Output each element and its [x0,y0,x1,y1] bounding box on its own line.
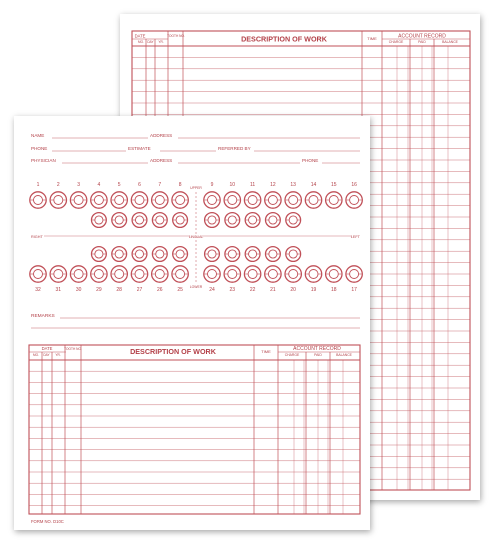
tooth-upper-11[interactable] [244,192,260,208]
tooth-number-top: 6 [138,182,141,188]
tooth-lower-inner-10[interactable] [225,247,240,262]
address2-label: ADDRESS [150,158,173,163]
tooth-upper-3[interactable] [70,192,86,208]
tooth-inner-ring [54,269,63,278]
tooth-lower-14[interactable] [305,266,321,282]
tooth-number-bottom: 19 [310,287,317,293]
tooth-lower-1[interactable] [30,266,46,282]
tooth-inner-ring [350,195,359,204]
tooth-inner-ring [269,216,277,224]
tooth-inner-ring [268,269,277,278]
tooth-upper-9[interactable] [204,192,220,208]
tooth-inner-ring [207,269,216,278]
tooth-inner-ring [135,269,144,278]
tooth-inner-ring [95,250,103,258]
tooth-lower-13[interactable] [285,266,301,282]
phone2-label: PHONE [302,158,319,163]
tooth-lower-inner-11[interactable] [245,247,260,262]
tooth-upper-7[interactable] [152,192,168,208]
tooth-lower-16[interactable] [346,266,362,282]
tooth-inner-ring [54,195,63,204]
tooth-lower-9[interactable] [204,266,220,282]
tooth-inner-ring [156,216,164,224]
tooth-inner-ring [135,195,144,204]
tooth-inner-ring [135,250,143,258]
front-tooth-header: TOOTH NO. [64,347,82,351]
tooth-number-top: 9 [210,182,214,188]
tooth-upper-2[interactable] [50,192,66,208]
front-yr-header: YR. [55,353,61,357]
tooth-inner-ring [309,269,318,278]
front-day-header: DAY [43,353,50,357]
address-label: ADDRESS [150,133,173,138]
tooth-number-top: 11 [249,182,256,188]
tooth-inner-ring [350,269,359,278]
referred-by-label: REFERRED BY [218,146,251,151]
tooth-inner-ring [33,195,42,204]
back-time-header: TIME [367,36,377,41]
tooth-number-top: 13 [290,182,296,188]
back-mo-header: MO. [137,40,145,44]
front-balance-header: BALANCE [336,353,352,357]
tooth-upper-16[interactable] [346,192,362,208]
tooth-upper-inner-9[interactable] [205,213,220,228]
front-date-header: DATE [41,346,53,351]
tooth-inner-ring [95,216,103,224]
tooth-inner-ring [268,195,277,204]
tooth-inner-ring [249,216,257,224]
front-charge-header: CHARGE [284,353,300,357]
tooth-lower-3[interactable] [70,266,86,282]
tooth-inner-ring [94,269,103,278]
tooth-inner-ring [115,250,123,258]
tooth-inner-ring [208,216,216,224]
tooth-upper-12[interactable] [265,192,281,208]
tooth-upper-inner-12[interactable] [266,213,281,228]
tooth-lower-inner-7[interactable] [152,247,167,262]
front-time-header: TIME [261,349,271,354]
tooth-number-bottom: 29 [96,287,102,293]
tooth-inner-ring [207,195,216,204]
tooth-inner-ring [176,250,184,258]
tooth-lower-4[interactable] [91,266,107,282]
tooth-inner-ring [248,195,257,204]
tooth-inner-ring [33,269,42,278]
tooth-inner-ring [289,269,298,278]
tooth-inner-ring [94,195,103,204]
tooth-lower-11[interactable] [244,266,260,282]
tooth-lower-inner-5[interactable] [112,247,127,262]
tooth-number-bottom: 22 [249,287,256,293]
tooth-upper-8[interactable] [172,192,188,208]
tooth-inner-ring [115,195,124,204]
tooth-inner-ring [329,195,338,204]
tooth-lower-15[interactable] [326,266,342,282]
tooth-lower-inner-8[interactable] [173,247,188,262]
tooth-upper-inner-10[interactable] [225,213,240,228]
tooth-number-bottom: 30 [75,287,82,293]
tooth-number-top: 12 [270,182,276,188]
right-label: RIGHT [31,235,43,239]
tooth-upper-inner-5[interactable] [112,213,127,228]
remarks-label: REMARKS [31,314,55,319]
tooth-inner-ring [155,195,164,204]
tooth-lower-5[interactable] [111,266,127,282]
front-sheet [14,116,370,530]
tooth-number-top: 15 [331,182,337,188]
tooth-number-bottom: 31 [55,287,62,293]
name-label: NAME [31,133,45,138]
tooth-upper-inner-13[interactable] [286,213,301,228]
tooth-lower-inner-13[interactable] [286,247,301,262]
lingual-label: LINGUAL [188,235,204,239]
tooth-number-top: 1 [36,182,40,188]
tooth-inner-ring [228,269,237,278]
tooth-number-bottom: 20 [290,287,296,293]
tooth-number-bottom: 32 [35,287,41,293]
tooth-inner-ring [155,269,164,278]
tooth-number-bottom: 23 [229,287,236,293]
tooth-number-top: 2 [56,182,60,188]
tooth-inner-ring [289,250,297,258]
tooth-number-bottom: 28 [116,287,122,293]
tooth-inner-ring [248,269,257,278]
tooth-lower-inner-9[interactable] [205,247,220,262]
tooth-upper-inner-4[interactable] [92,213,107,228]
tooth-inner-ring [289,216,297,224]
tooth-number-top: 8 [178,182,182,188]
tooth-upper-inner-6[interactable] [132,213,147,228]
back-paid-header: PAID [418,40,426,44]
left-label: LEFT [350,235,360,239]
tooth-number-bottom: 27 [136,287,143,293]
tooth-upper-inner-7[interactable] [152,213,167,228]
tooth-inner-ring [228,216,236,224]
phone-label: PHONE [31,146,48,151]
front-description-header: DESCRIPTION OF WORK [130,347,216,356]
tooth-upper-4[interactable] [91,192,107,208]
tooth-upper-inner-8[interactable] [173,213,188,228]
tooth-inner-ring [289,195,298,204]
tooth-inner-ring [208,250,216,258]
tooth-number-bottom: 26 [157,287,163,293]
tooth-upper-10[interactable] [224,192,240,208]
tooth-inner-ring [228,250,236,258]
tooth-upper-14[interactable] [305,192,321,208]
tooth-upper-6[interactable] [131,192,147,208]
tooth-number-bottom: 17 [351,287,357,293]
tooth-lower-12[interactable] [265,266,281,282]
tooth-inner-ring [228,195,237,204]
tooth-inner-ring [329,269,338,278]
tooth-upper-5[interactable] [111,192,127,208]
tooth-inner-ring [269,250,277,258]
tooth-upper-15[interactable] [326,192,342,208]
front-chart-form [14,116,370,530]
tooth-number-bottom: 25 [177,287,183,293]
back-account-header: ACCOUNT RECORD [398,33,446,40]
tooth-lower-7[interactable] [152,266,168,282]
front-mo-header: MO. [32,353,40,357]
tooth-inner-ring [176,195,185,204]
lower-label: LOWER [189,285,203,289]
physician-label: PHYSICIAN [31,158,56,163]
tooth-number-bottom: 21 [270,287,276,293]
tooth-lower-inner-12[interactable] [266,247,281,262]
tooth-inner-ring [74,195,83,204]
back-date-header: DATE [134,33,146,39]
back-yr-header: YR. [158,40,164,44]
tooth-number-top: 7 [158,182,162,188]
tooth-lower-inner-6[interactable] [132,247,147,262]
tooth-number-top: 3 [77,182,80,188]
back-balance-header: BALANCE [442,40,458,44]
tooth-number-top: 5 [117,182,121,188]
tooth-number-top: 10 [229,182,236,188]
tooth-inner-ring [135,216,143,224]
tooth-inner-ring [74,269,83,278]
front-paid-header: PAID [314,353,322,357]
tooth-upper-inner-11[interactable] [245,213,260,228]
front-table-frame [29,345,360,514]
back-charge-header: CHARGE [388,40,404,44]
tooth-inner-ring [115,216,123,224]
tooth-lower-inner-4[interactable] [92,247,107,262]
tooth-lower-8[interactable] [172,266,188,282]
tooth-inner-ring [115,269,124,278]
back-description-header: DESCRIPTION OF WORK [241,34,327,44]
back-day-header: DAY [147,40,154,44]
tooth-inner-ring [249,250,257,258]
estimate-label: ESTIMATE [128,146,151,151]
tooth-lower-10[interactable] [224,266,240,282]
upper-label: UPPER [190,186,202,190]
tooth-lower-2[interactable] [50,266,66,282]
tooth-upper-1[interactable] [30,192,46,208]
back-tooth-header: TOOTH NO. [167,34,185,38]
tooth-number-bottom: 24 [209,287,215,293]
tooth-inner-ring [309,195,318,204]
tooth-inner-ring [156,250,164,258]
tooth-number-top: 4 [97,182,101,188]
tooth-upper-13[interactable] [285,192,301,208]
form-number: FORM NO. D10C [31,519,64,524]
tooth-number-top: 16 [351,182,357,188]
tooth-inner-ring [176,269,185,278]
tooth-lower-6[interactable] [131,266,147,282]
tooth-inner-ring [176,216,184,224]
tooth-number-top: 14 [310,182,317,188]
tooth-number-bottom: 18 [331,287,337,293]
front-account-header: ACCOUNT RECORD [293,346,341,352]
